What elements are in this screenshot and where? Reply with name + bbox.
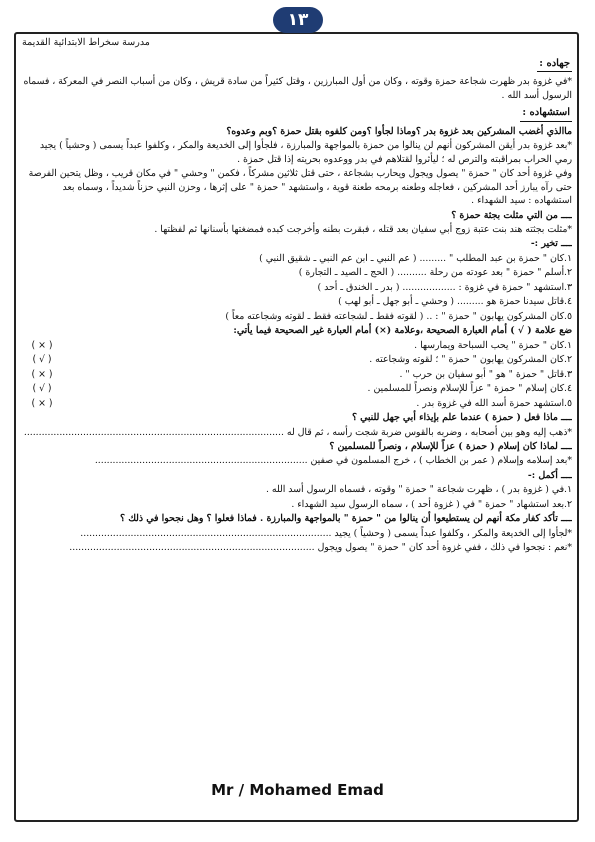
answer-3b: *نعم : نجحوا في ذلك ، ففي غزوة أحد كان " حمزة " يصول ويجول ................................................................................... bbox=[69, 542, 572, 554]
choose-title: ــــ تخير :- bbox=[530, 238, 572, 250]
complete-item: ٢.بعد استشهاد " حمزة " في ( غزوة أحد ) ، سماه الرسول سيد الشهداء . bbox=[291, 498, 572, 510]
question-2: ــــ لماذا كان إسلام ( حمزة ) عزاً للإسلام ، ونصراً للمسلمين ؟ bbox=[329, 441, 572, 453]
jihad-paragraph: *في غزوة بدر ظهرت شجاعة حمزة وقوته ، وكان من أول المبارزين ، وقتل كثيراً من سادة قريش ، وكان من أسباب النصر في المعركة ، فسماه الرسول أسد الله . bbox=[23, 76, 572, 101]
choose-item: ٢.أسلم " حمزة " بعد عودته من رحلة .......... ( الحج ـ الصيد ـ التجارة ) bbox=[298, 267, 572, 279]
true-false-statement: ٥.استشهد حمزة أسد الله في غزوة بدر . bbox=[416, 397, 572, 409]
true-false-item bbox=[22, 397, 572, 410]
question-1: ــــ ماذا فعل ( حمزة ) عندما علم بإيذاء أبي جهل للنبي ؟ bbox=[351, 412, 572, 424]
worksheet-content bbox=[22, 36, 572, 796]
question-3: ــــ تأكد كفار مكة أنهم لن يستطيعوا أن ينالوا من " حمزة " بالمواجهة والمبارزة . فماذا فعلوا ؟ وهل نجحوا في ذلك ؟ bbox=[120, 513, 572, 525]
choose-item: ١.كان " حمزة بن عبد المطلب " ......... ( عم النبي ـ ابن عم النبي ـ شقيق النبي ) bbox=[259, 252, 572, 264]
true-false-item bbox=[22, 368, 572, 381]
true-false-mark: ( × ) bbox=[31, 368, 53, 380]
true-false-mark: ( √ ) bbox=[32, 383, 52, 395]
complete-item: ١.في ( غزوة بدر ) ، ظهرت شجاعة " حمزة " وقوته ، فسماه الرسول أسد الله . bbox=[265, 484, 572, 496]
true-false-mark: ( √ ) bbox=[32, 354, 52, 366]
istishhad-question: ماالذي أغضب المشركين بعد غزوة بدر ؟وماذا لجأوا ؟ومن كلفوه بقتل حمزة ؟وبم وعدوه؟ bbox=[226, 125, 572, 137]
author-footer: Mr / Mohamed Emad bbox=[211, 781, 384, 799]
answer-who-mutilated: *مثلت بجثته هند بنت عتبة زوج أبي سفيان بعد قتله ، فبقرت بطنه وأخرجت كبده فمضغتها بأسنانها ثم لفظتها . bbox=[154, 223, 572, 235]
true-false-item bbox=[22, 353, 572, 366]
choose-item: ٤.قاتل سيدنا حمزة هو ......... ( وحشي ـ أبو جهل ـ أبو لهب ) bbox=[338, 296, 572, 308]
complete-title: ــــ أكمل :- bbox=[527, 469, 572, 481]
choose-item: ٥.كان المشركون يهابون " حمزة " : .. ( لقوته فقط ـ لشجاعته فقط ـ لقوته وشجاعته معاً ) bbox=[225, 310, 572, 322]
section-title-jihad: جهاده : bbox=[537, 57, 572, 73]
true-false-statement: ١.كان " حمزة " يحب السباحة ويمارسها . bbox=[414, 339, 572, 351]
school-name: مدرسة سخراط الابتدائية القديمة bbox=[22, 37, 150, 48]
true-false-statement: ٤.كان إسلام " حمزة " عزاً للإسلام ونصراً للمسلمين . bbox=[367, 383, 572, 395]
true-false-list bbox=[22, 339, 572, 410]
true-false-mark: ( × ) bbox=[31, 339, 53, 351]
true-false-title: ضع علامة ( √ ) أمام العبارة الصحيحة ،وعلامة (×) أمام العبارة غير الصحيحة فيما يأتي: bbox=[233, 325, 572, 337]
istishhad-paragraph-2: وفي غزوة أحد كان " حمزة " يصول ويجول ويحارب بشجاعة ، حتى قتل ثلاثين مشركاً ، فكمن " وحشي " في مكان قريب ، وظل يتحين الفرصة حتى رآه يبارز أحد المشركين ، فعاجله وطعنه برمحه طعنة قوية ، واستشهد " حمزة " على إثرها ، وحزن النبي حزناً شديداً ، وسماه بعد استشهاده : سيد الشهداء . bbox=[28, 168, 572, 207]
true-false-item bbox=[22, 382, 572, 395]
answer-3a: *لجأوا إلى الخديعة والمكر ، وكلفوا عبداً يسمى ( وحشياً ) يجيد ..................................................................................... bbox=[80, 527, 572, 539]
choose-item: ٣.استشهد " حمزة في غزوة : .................. ( بدر ـ الخندق ـ أحد ) bbox=[317, 281, 572, 293]
true-false-statement: ٣.قاتل " حمزة " هو " أبو سفيان بن حرب " . bbox=[399, 368, 572, 380]
page-number-badge: ١٣ bbox=[273, 7, 323, 33]
answer-1: *ذهب إليه وهو بين أصحابه ، وضربه بالقوس ضربة شجت رأسه ، ثم قال له ........................................................................................ bbox=[23, 426, 572, 438]
true-false-item bbox=[22, 339, 572, 352]
istishhad-paragraph-1: *بعد غزوة بدر أيقن المشركون أنهم لن ينالوا من حمزة بالمواجهة والمبارزة ، فلجأوا إلى الخديعة والمكر ، وكلفوا عبداً يسمى ( وحشياً ) يجيد رمي الحراب بمراقبته والترص له ؛ ليأثروا لقتلاهم في بدر ووعدوه بحريته إذا قتل حمزة . bbox=[39, 140, 572, 165]
section-title-istishhad: استشهاده : bbox=[520, 106, 572, 122]
true-false-mark: ( × ) bbox=[31, 397, 53, 409]
true-false-statement: ٢.كان المشركون يهابون " حمزة " ؛ لقوته وشجاعته . bbox=[369, 354, 572, 366]
answer-2: *بعد إسلامه وإسلام ( عمر بن الخطاب ) ، خرج المسلمون في صفين ........................................................................ bbox=[94, 455, 572, 467]
choose-list bbox=[22, 252, 572, 323]
complete-list bbox=[22, 483, 572, 511]
question-who-mutilated: ــــ من التي مثلت بجثة حمزة ؟ bbox=[451, 209, 572, 221]
